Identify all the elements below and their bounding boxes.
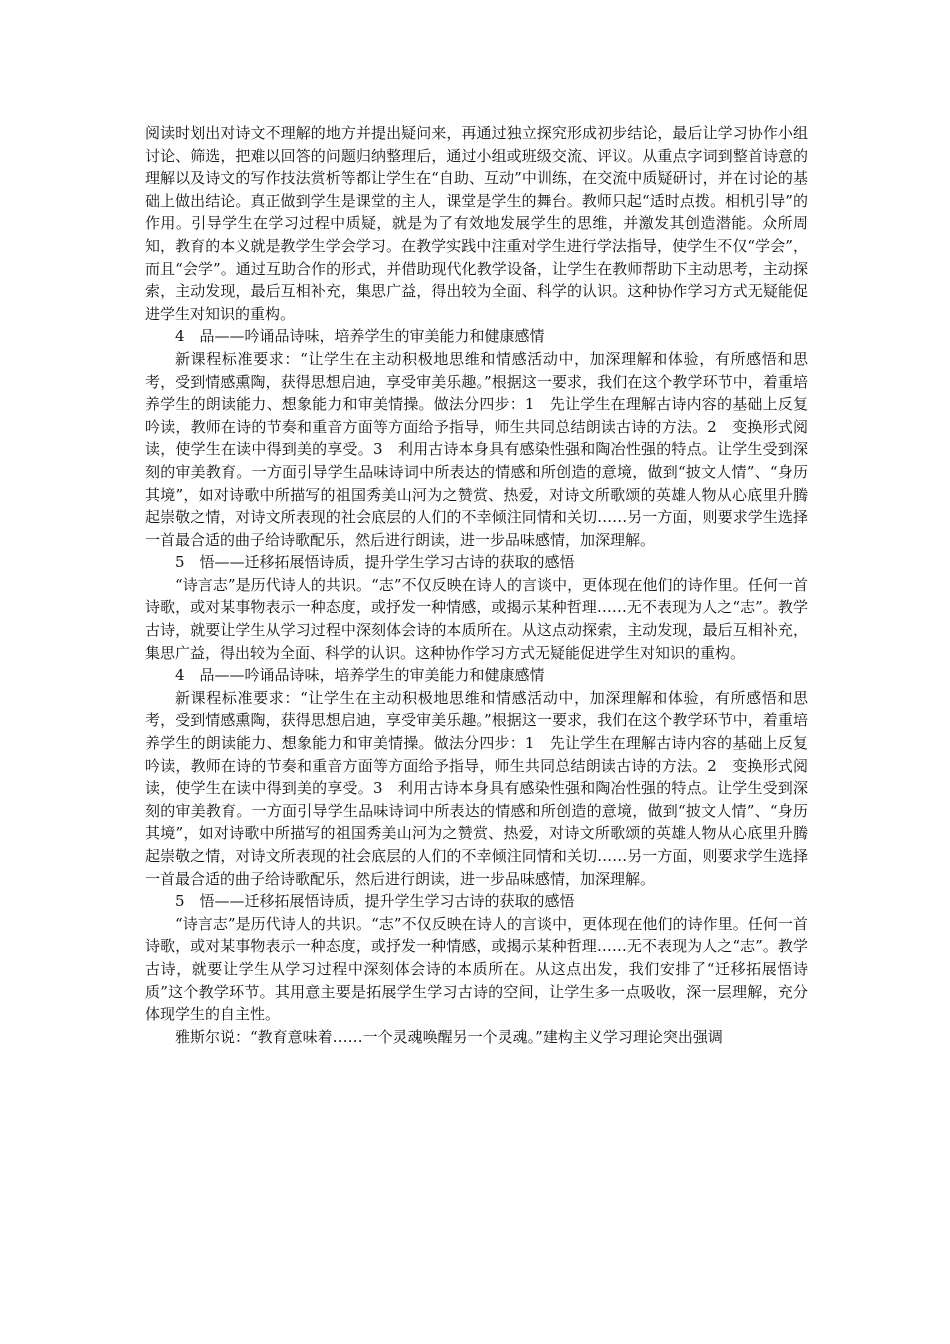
body-paragraph: 新课程标准要求：“让学生在主动积极地思维和情感活动中，加深理解和体验，有所感悟和思考，受到情感熏陶，获得思想启迪，享受审美乐趣。”根据这一要求，我们在这个教学环节中，着重培养学生的朗读能力、想象能力和审美情操。做法分四步：1 先让学生在理解古诗内容的基础上反复吟读，教师在诗的节奏和重音方面等方面给予指导，师生共同总结朗读古诗的方法。2 变换形式阅读，使学生在读中得到美的享受。3 利用古诗本身具有感染性强和陶冶性强的特点。让学生受到深刻的审美教育。一方面引导学生品味诗词中所表达的情感和所创造的意境，做到“披文人情”、“身历其境”，如对诗歌中所描写的祖国秀美山河为之赞赏、热爱，对诗文所歌颂的英雄人物从心底里升腾起崇敬之情，对诗文所表现的社会底层的人们的不幸倾注同情和关切……另一方面，则要求学生选择一首最合适的曲子给诗歌配乐，然后进行朗读，进一步品味感情，加深理解。 xyxy=(145,688,808,888)
document-body xyxy=(145,122,808,1048)
body-paragraph: 雅斯尔说：“教育意味着……一个灵魂唤醒另一个灵魂。”建构主义学习理论突出强调 xyxy=(175,1027,723,1046)
section-heading-4: 4 品——吟诵品诗味，培养学生的审美能力和健康感情 xyxy=(175,327,545,346)
section-heading-5: 5 悟——迁移拓展悟诗质，提升学生学习古诗的获取的感悟 xyxy=(175,553,575,572)
section-heading-4: 4 品——吟诵品诗味，培养学生的审美能力和健康感情 xyxy=(175,666,545,685)
section-heading-5: 5 悟——迁移拓展悟诗质，提升学生学习古诗的获取的感悟 xyxy=(175,892,575,911)
body-paragraph: 阅读时划出对诗文不理解的地方并提出疑问来，再通过独立探究形成初步结论，最后让学习协作小组讨论、筛选，把难以回答的问题归纳整理后，通过小组或班级交流、评议。从重点字词到整首诗意的理解以及诗文的写作技法赏析等都让学生在“自助、互动”中训练，在交流中质疑研讨，并在讨论的基础上做出结论。真正做到学生是课堂的主人，课堂是学生的舞台。教师只起“适时点拨。相机引导”的作用。引导学生在学习过程中质疑，就是为了有效地发展学生的思维，并激发其创造潜能。众所周知，教育的本义就是教学生学会学习。在教学实践中注重对学生进行学法指导，使学生不仅“学会”，而且“会学”。通过互助合作的形式，并借助现代化教学设备，让学生在教师帮助下主动思考，主动探索，主动发现，最后互相补充，集思广益，得出较为全面、科学的认识。这种协作学习方式无疑能促进学生对知识的重构。 xyxy=(145,124,808,323)
body-paragraph: “诗言志”是历代诗人的共识。“志”不仅反映在诗人的言谈中，更体现在他们的诗作里。任何一首诗歌，或对某事物表示一种态度，或抒发一种情感，或揭示某种哲理……无不表现为人之“志”。教学古诗，就要让学生从学习过程中深刻体会诗的本质所在。从这点动探索，主动发现，最后互相补充，集思广益，得出较为全面、科学的认识。这种协作学习方式无疑能促进学生对知识的重构。 xyxy=(145,575,808,662)
body-paragraph: “诗言志”是历代诗人的共识。“志”不仅反映在诗人的言谈中，更体现在他们的诗作里。任何一首诗歌，或对某事物表示一种态度，或抒发一种情感，或揭示某种哲理……无不表现为人之“志”。教学古诗，就要让学生从学习过程中深刻体会诗的本质所在。从这点出发，我们安排了“迁移拓展悟诗质”这个教学环节。其用意主要是拓展学生学习古诗的空间，让学生多一点吸收，深一层理解，充分体现学生的自主性。 xyxy=(145,914,808,1024)
body-paragraph: 新课程标准要求：“让学生在主动积极地思维和情感活动中，加深理解和体验，有所感悟和思考，受到情感熏陶，获得思想启迪，享受审美乐趣。”根据这一要求，我们在这个教学环节中，着重培养学生的朗读能力、想象能力和审美情操。做法分四步：1 先让学生在理解古诗内容的基础上反复吟读，教师在诗的节奏和重音方面等方面给予指导，师生共同总结朗读古诗的方法。2 变换形式阅读，使学生在读中得到美的享受。3 利用古诗本身具有感染性强和陶冶性强的特点。让学生受到深刻的审美教育。一方面引导学生品味诗词中所表达的情感和所创造的意境，做到“披文人情”、“身历其境”，如对诗歌中所描写的祖国秀美山河为之赞赏、热爱，对诗文所歌颂的英雄人物从心底里升腾起崇敬之情，对诗文所表现的社会底层的人们的不幸倾注同情和关切……另一方面，则要求学生选择一首最合适的曲子给诗歌配乐，然后进行朗读，进一步品味感情，加深理解。 xyxy=(145,349,808,549)
